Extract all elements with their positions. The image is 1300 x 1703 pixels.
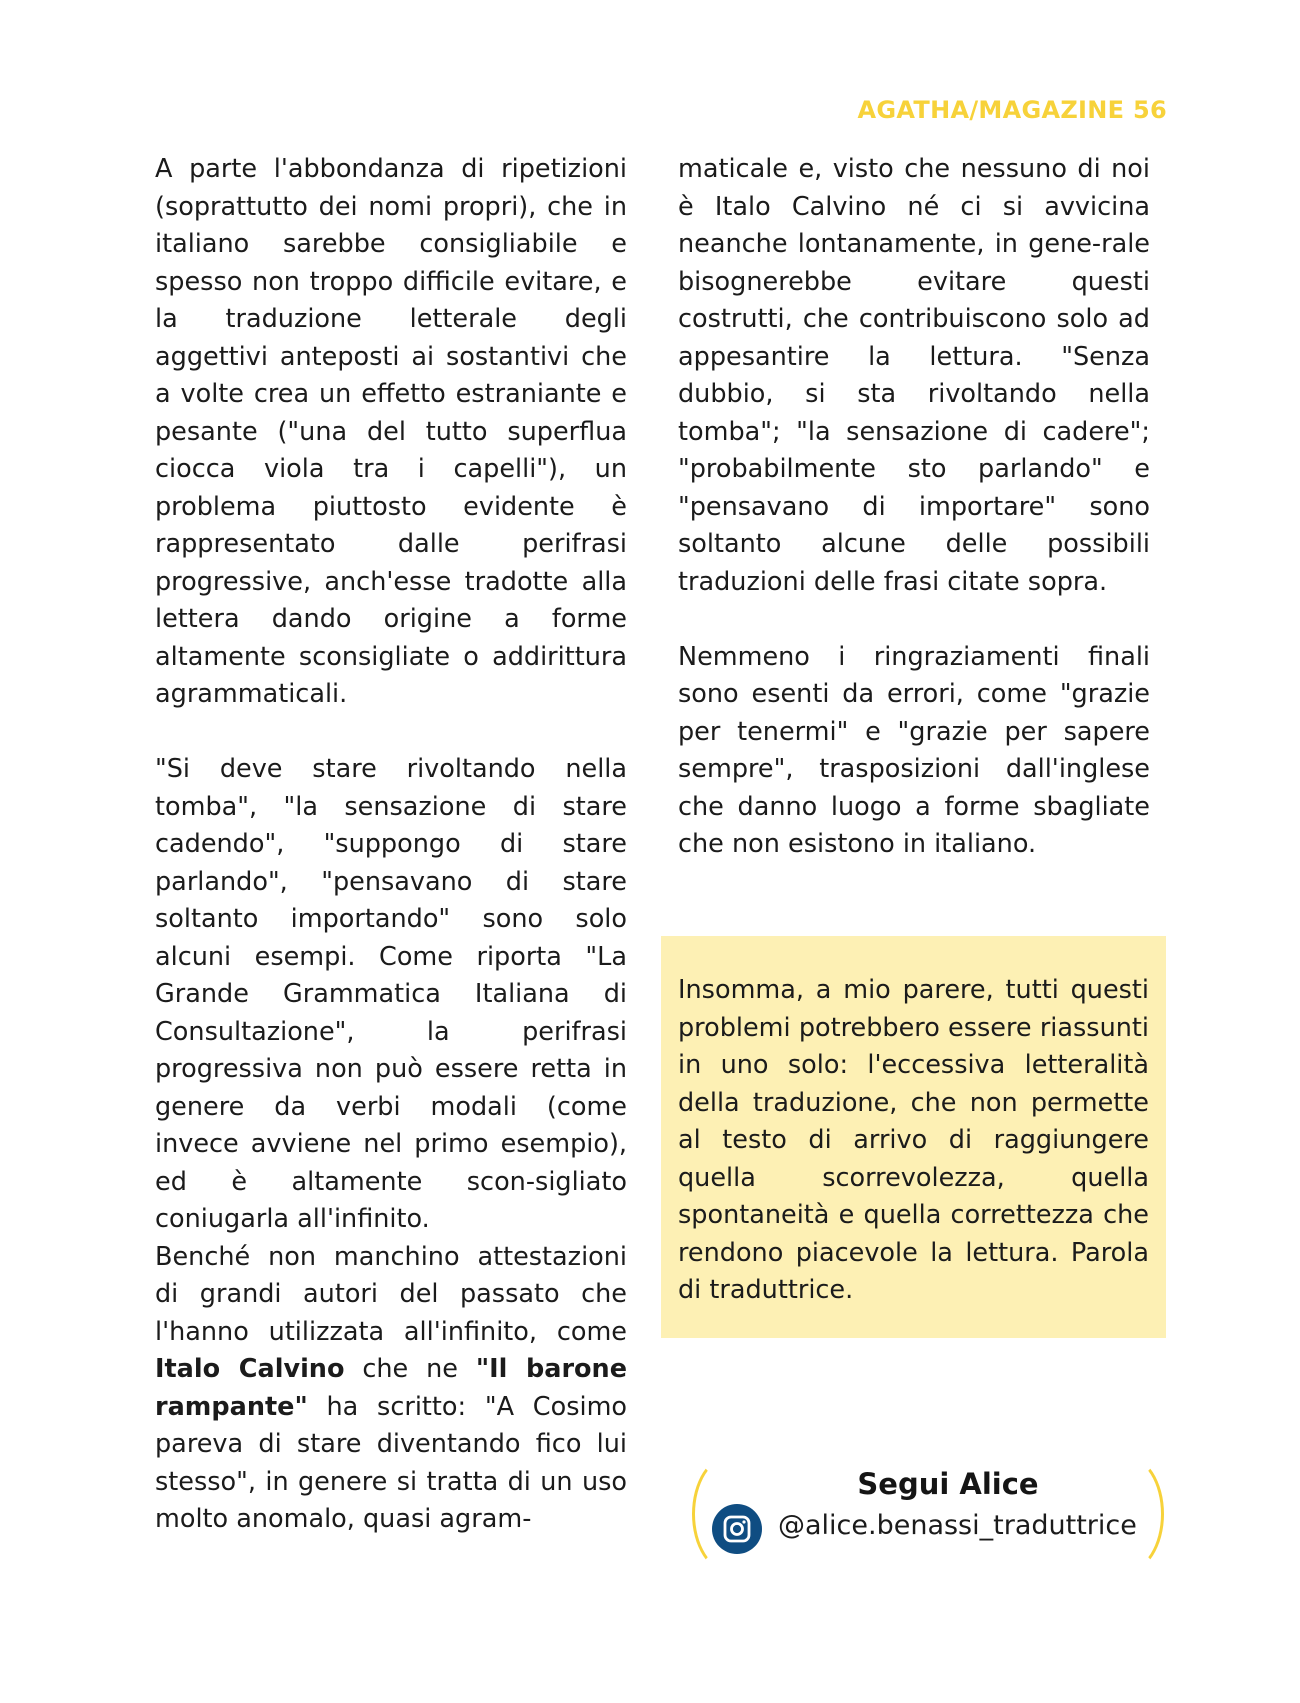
author-name: Italo Calvino: [155, 1354, 345, 1384]
left-paragraph-2: "Si deve stare rivoltando nella tomba", "la sensazione di stare cadendo", "suppongo di stare parlando", "pensavano di stare soltanto importando" sono solo alcuni esempi. Come riporta "La Grande Grammatica Italiana di Consultazione", la perifrasi progressiva non può essere retta in genere da verbi modali (come invece avviene nel primo esempio), ed è altamente scon-sigliato coniugarla all'infinito.: [155, 754, 627, 1234]
highlight-box: [661, 936, 1166, 1338]
highlight-text: Insomma, a mio parere, tutti questi problemi potrebbero essere riassunti in uno solo: l'eccessiva letteralità della traduzione, che non permette al testo di arrivo di raggiungere quella scorrevolezza, quella spontaneità e quella correttezza che rendono piacevole la lettura. Parola di traduttrice.: [678, 975, 1149, 1305]
p3-end: ha scritto: "A Cosimo pareva di stare diventando fico lui stesso", in genere si tratta di un uso molto anomalo, quasi agram-: [155, 1391, 628, 1534]
left-paragraph-3: [155, 1239, 627, 1539]
book-title: "Il barone rampante": [155, 1354, 627, 1422]
left-column: [155, 151, 627, 1539]
p3-start: Benché non manchino attestazioni di grandi autori del passato che l'hanno utilizzata all'infinito, come: [155, 1241, 627, 1347]
instagram-icon[interactable]: [712, 1504, 762, 1554]
follow-box: [692, 1455, 1164, 1570]
right-paragraph-1: maticale e, visto che nessuno di noi è Italo Calvino né ci si avvicina neanche lontanamente, in gene-rale bisognerebbe evitare questi costrutti, che contribuiscono solo ad appesantire la lettura. "Senza dubbio, si sta rivoltando nella tomba"; "la sensazione di cadere"; "probabilmente sto parlando" e "pensavano di importare" sono soltanto alcune delle possibili traduzioni delle frasi citate sopra.: [678, 154, 1150, 597]
magazine-header: AGATHA/MAGAZINE 56: [857, 96, 1167, 124]
p3-mid: che ne: [362, 1354, 458, 1384]
left-paragraph-1: A parte l'abbondanza di ripetizioni (soprattutto dei nomi propri), che in italiano sarebbe consigliabile e spesso non troppo difficile evitare, e la traduzione letterale degli aggettivi anteposti ai sostantivi che a volte crea un effetto estraniante e pesante ("una del tutto superflua ciocca viola tra i capelli"), un problema piuttosto evidente è rappresentato dalle perifrasi progressive, anch'esse tradotte alla lettera dando origine a forme altamente sconsigliate o addirittura agrammaticali.: [155, 154, 627, 709]
instagram-handle-link[interactable]: @alice.benassi_traduttrice: [778, 1510, 1137, 1541]
right-column: [678, 151, 1150, 864]
right-paragraph-2: Nemmeno i ringraziamenti finali sono esenti da errori, come "grazie per tenermi" e "grazie per sapere sempre", trasposizioni dall'inglese che danno luogo a forme sbagliate che non esistono in italiano.: [678, 641, 1150, 859]
follow-title: Segui Alice: [857, 1467, 1039, 1501]
